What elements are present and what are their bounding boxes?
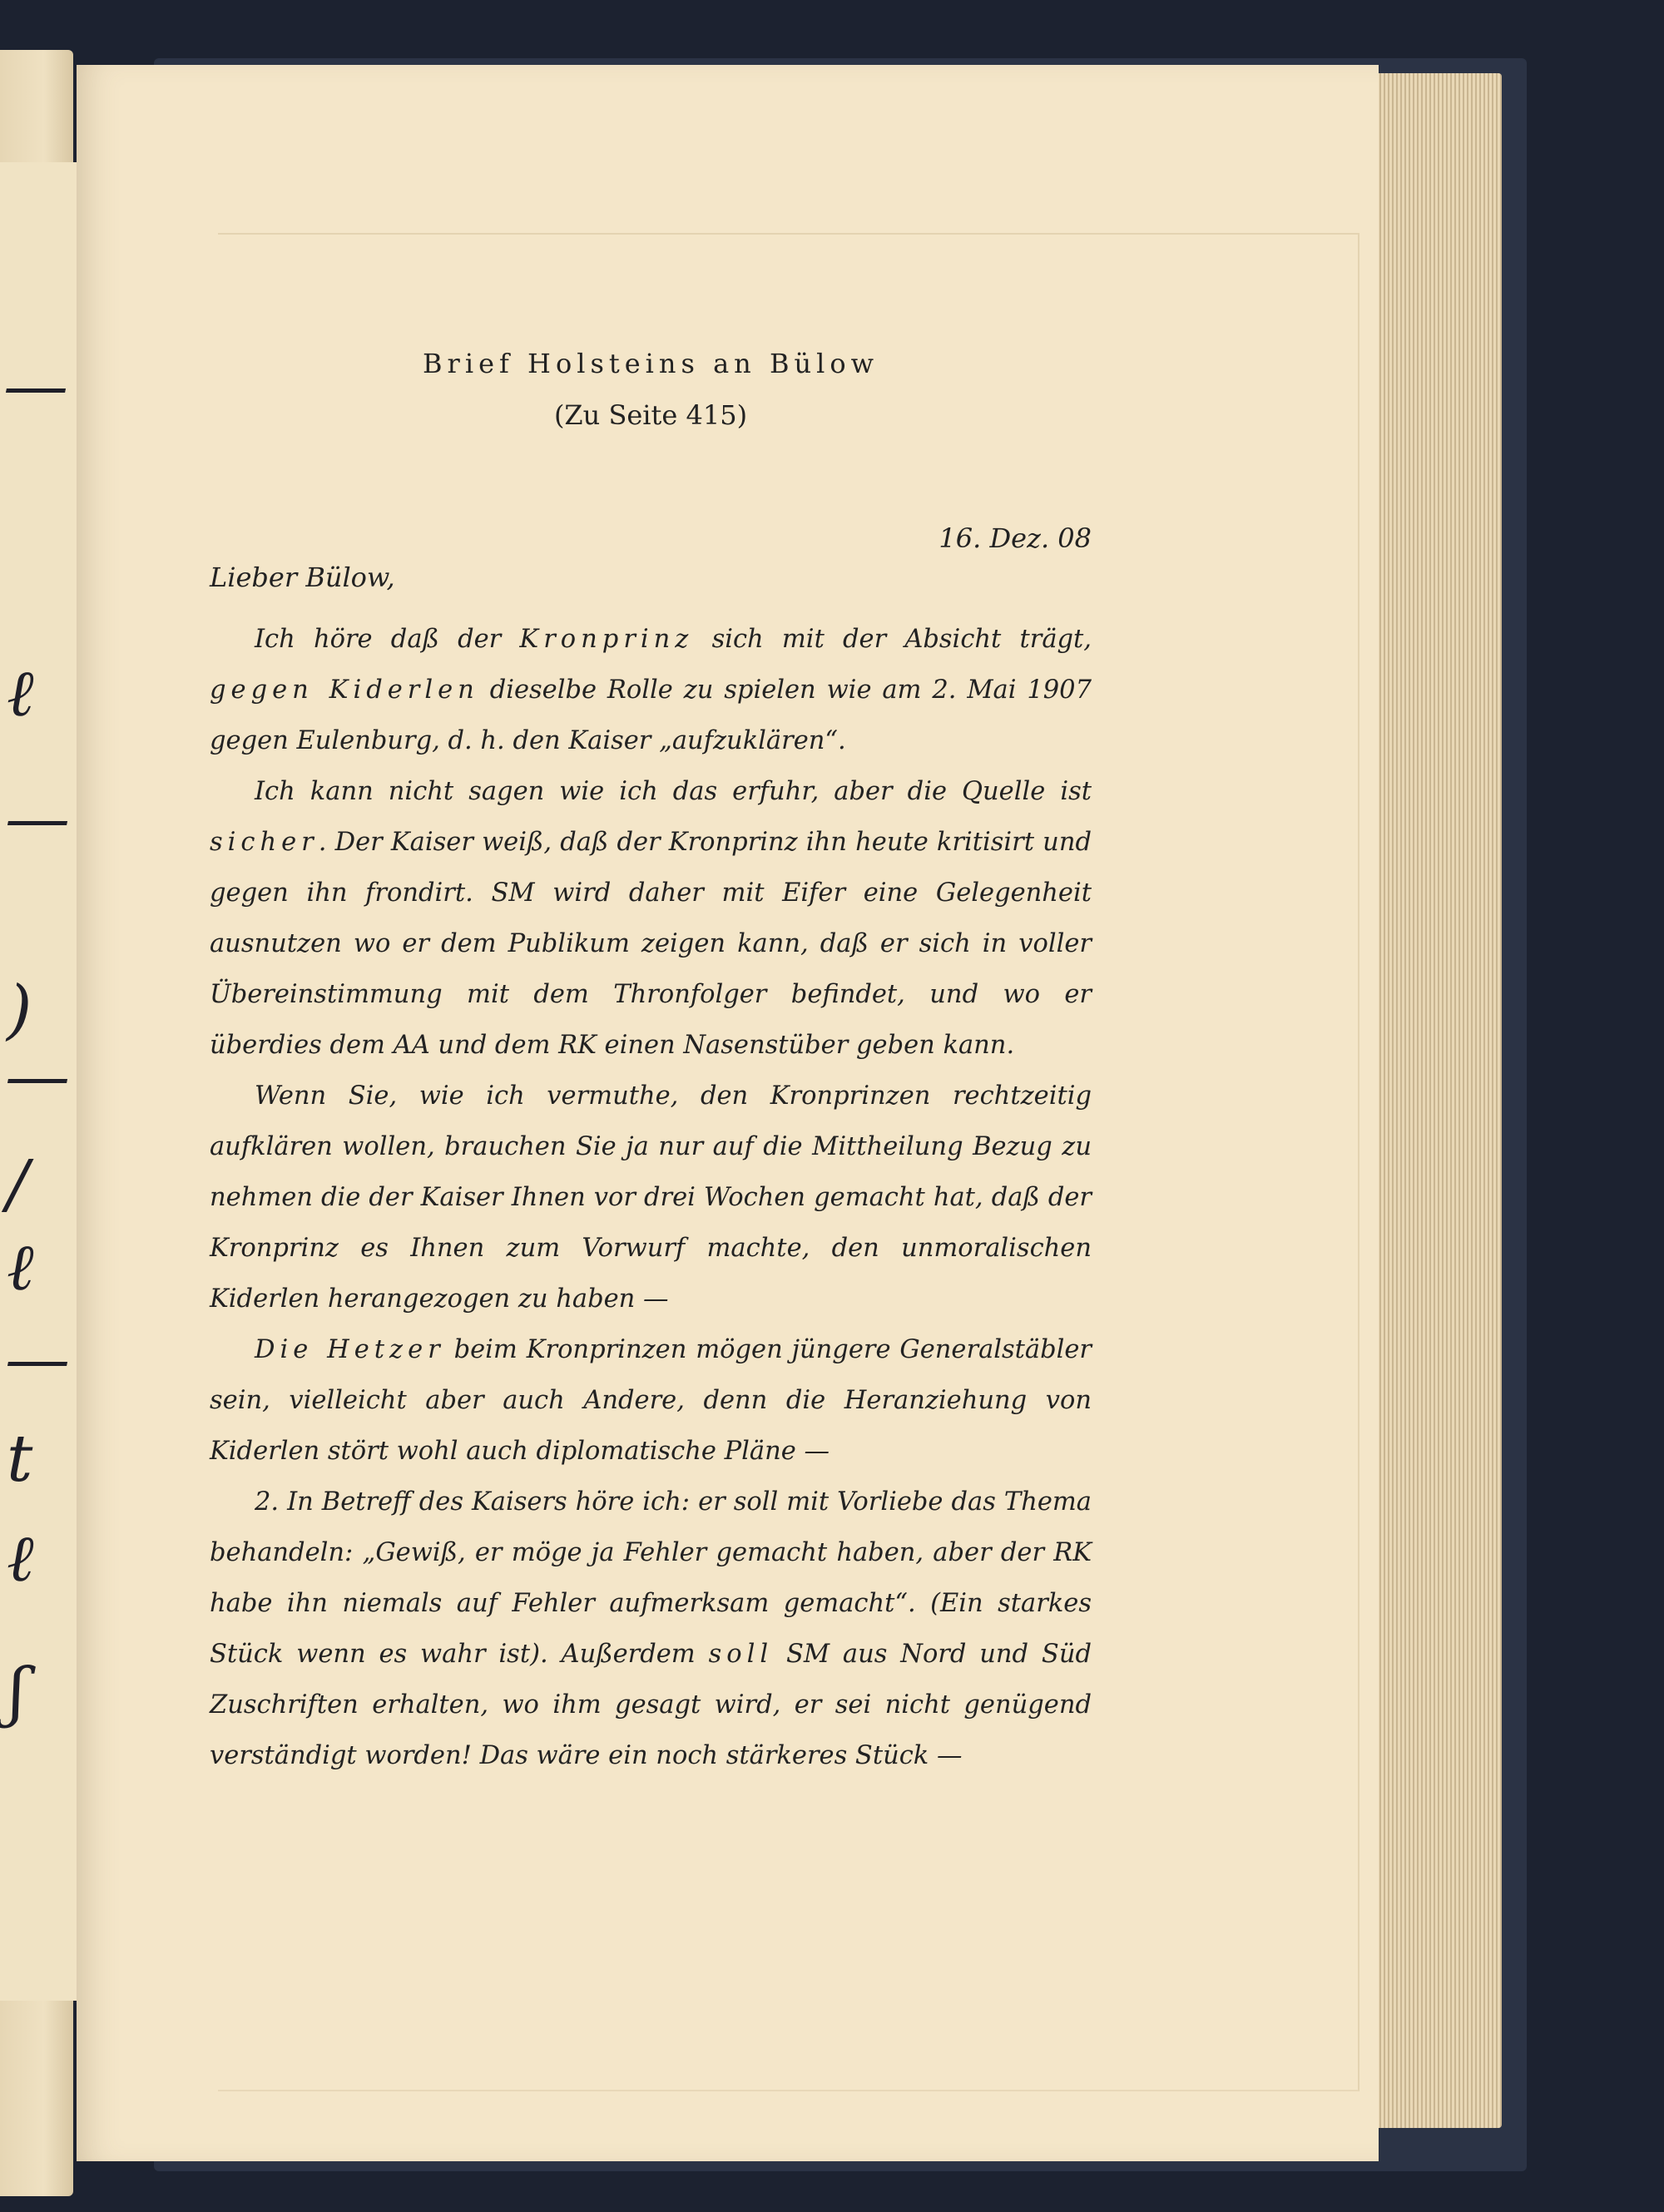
text-run: beim Kronprinzen mögen jüngere Generalstäbler sein, vielleicht aber auch Andere, denn die Heranziehung von Kiderlen stört wohl auch diplomatische Pläne — (210, 1335, 1092, 1466)
handwriting-mark: — (5, 781, 70, 856)
handwriting-mark: / (7, 1147, 29, 1222)
handwriting-mark: — (5, 1039, 70, 1114)
handwriting-mark: ℓ (7, 656, 34, 731)
text-run: Ich höre daß der (255, 625, 520, 654)
paragraph-5 (210, 1477, 1092, 1781)
spaced-text: sicher (210, 828, 319, 857)
text-run: Ich kann nicht sagen wie ich das erfuhr, aber die Quelle ist (255, 777, 1092, 806)
letter-title: Brief Holsteins an Bülow (423, 348, 879, 379)
letter-body (210, 614, 1092, 1781)
text-run: sich mit der Absicht trägt, (693, 625, 1092, 654)
letter-subtitle: (Zu Seite 415) (553, 399, 748, 431)
spaced-text: gegen Kiderlen (210, 675, 479, 705)
paragraph-2 (210, 766, 1092, 1071)
spaced-text: Kronprinz (519, 625, 694, 654)
handwriting-mark: ℓ (7, 1230, 34, 1305)
handwriting-mark: t (7, 1422, 33, 1497)
text-run: 2. In Betreff des Kaisers höre ich: er soll mit Vorliebe das Thema behandeln: „Gewiß, er möge ja Fehler gemacht haben, aber der RK habe ihn niemals auf Fehler aufmerksam gemacht“. (Ein starkes Stück wenn es wahr ist). Außerdem (210, 1487, 1092, 1669)
handwriting-mark: ʃ (8, 1655, 27, 1730)
letter-salutation: Lieber Bülow, (210, 562, 395, 593)
text-run: dieselbe Rolle zu spielen wie am 2. Mai 1907 gegen Eulenburg, d. h. den Kaiser „aufzuklären“. (210, 675, 1092, 755)
handwriting-mark: ℓ (7, 1522, 34, 1596)
handwriting-mark: — (5, 1322, 70, 1397)
letter-date: 16. Dez. 08 (938, 522, 1092, 554)
left-page-margin (0, 162, 77, 2001)
text-run: SM aus Nord und Süd Zuschriften erhalten, wo ihm gesagt wird, er sei nicht genügend verständigt worden! Das wäre ein noch stärkeres Stück — (210, 1640, 1092, 1770)
handwriting-mark: ) (7, 972, 32, 1047)
text-run: . Der Kaiser weiß, daß der Kronprinz ihn heute kritisirt und gegen ihn frondirt. SM wird daher mit Eifer eine Gelegenheit ausnutzen wo er dem Publikum zeigen kann, daß er sich in voller Übereinstimmung mit dem Thronfolger befindet, und wo er überdies dem AA und dem RK einen Nasenstüber geben kann. (210, 828, 1092, 1060)
spaced-text: Die Hetzer (255, 1335, 445, 1364)
handwriting-mark: — (3, 349, 68, 423)
spaced-text: soll (708, 1640, 774, 1669)
paragraph-4 (210, 1324, 1092, 1477)
paragraph-3: Wenn Sie, wie ich vermuthe, den Kronprinzen rechtzeitig aufklären wollen, brauchen Sie ja nur auf die Mittheilung Bezug zu nehmen die der Kaiser Ihnen vor drei Wochen gemacht hat, daß der Kronprinz es Ihnen zum Vorwurf machte, den unmoralischen Kiderlen herangezogen zu haben — (210, 1081, 1092, 1314)
paragraph-1 (210, 614, 1092, 766)
